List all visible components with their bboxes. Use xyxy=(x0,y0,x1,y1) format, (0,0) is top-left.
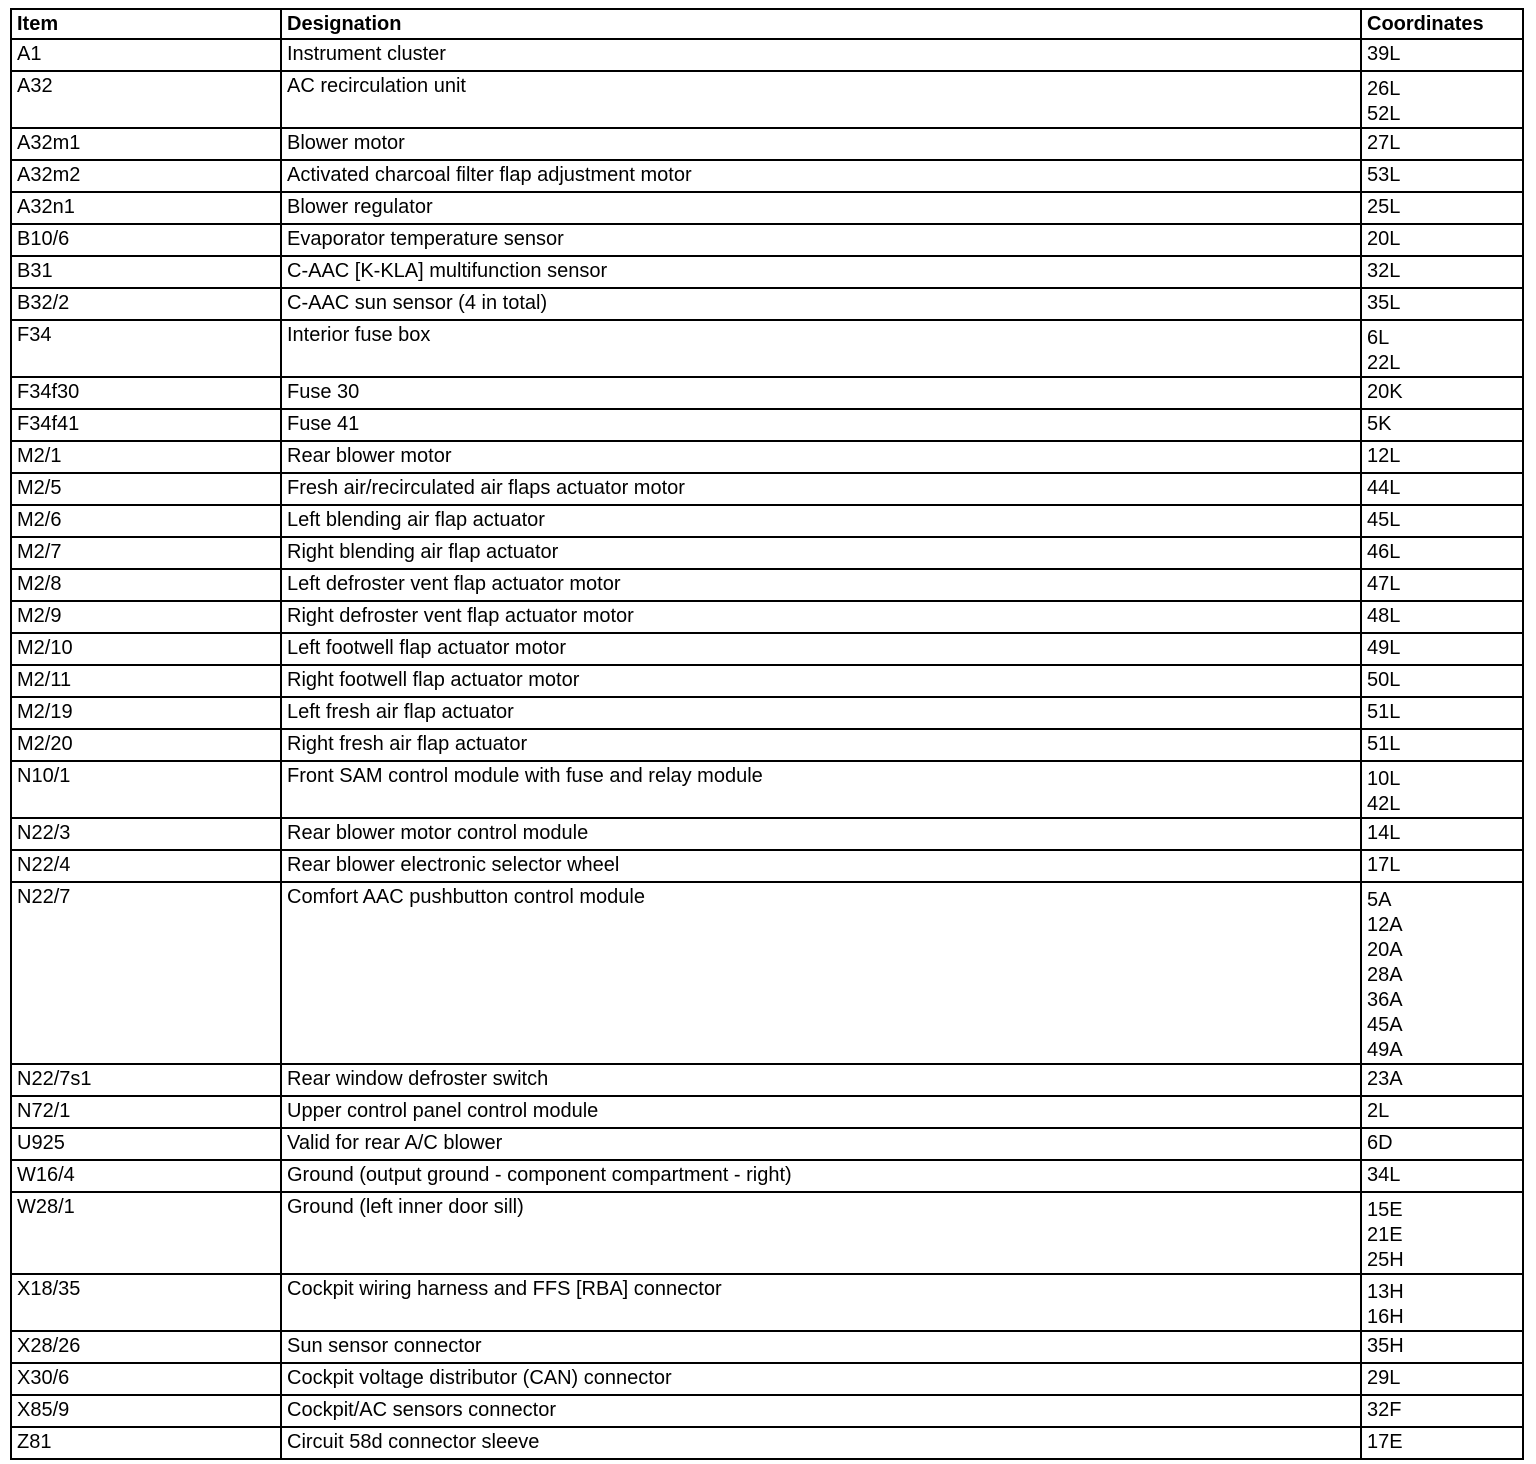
coordinates-cell xyxy=(1361,882,1523,1064)
coordinate-value: 47L xyxy=(1367,573,1401,595)
item-cell: X85/9 xyxy=(11,1395,281,1427)
item-cell: A32n1 xyxy=(11,192,281,224)
coordinates-cell xyxy=(1361,1395,1523,1427)
coordinates-cell xyxy=(1361,601,1523,633)
coordinates-cell xyxy=(1361,1331,1523,1363)
coordinates-cell xyxy=(1361,160,1523,192)
coordinates-cell xyxy=(1361,665,1523,697)
designation-cell: AC recirculation unit xyxy=(281,71,1361,128)
table-row xyxy=(11,320,1523,377)
coordinates-cell xyxy=(1361,1192,1523,1274)
designation-cell: Instrument cluster xyxy=(281,39,1361,71)
table-row xyxy=(11,633,1523,665)
item-cell: M2/6 xyxy=(11,505,281,537)
item-cell: B10/6 xyxy=(11,224,281,256)
coordinate-value: 48L xyxy=(1367,605,1401,627)
table-row xyxy=(11,697,1523,729)
item-cell: N22/4 xyxy=(11,850,281,882)
coordinates-cell xyxy=(1361,1363,1523,1395)
coordinates-cell xyxy=(1361,569,1523,601)
item-cell: M2/5 xyxy=(11,473,281,505)
coordinates-cell xyxy=(1361,729,1523,761)
designation-cell: Right defroster vent flap actuator motor xyxy=(281,601,1361,633)
coordinate-value: 23A xyxy=(1367,1068,1403,1090)
coordinate-value: 5A xyxy=(1367,889,1392,911)
table-row xyxy=(11,192,1523,224)
coordinate-value: 22L xyxy=(1367,352,1401,374)
coordinates-cell xyxy=(1361,697,1523,729)
designation-cell: Left defroster vent flap actuator motor xyxy=(281,569,1361,601)
coordinates-cell xyxy=(1361,1096,1523,1128)
coordinate-value: 17E xyxy=(1367,1431,1403,1453)
coordinate-value: 6D xyxy=(1367,1132,1393,1154)
coordinate-value: 5K xyxy=(1367,413,1392,435)
table-row xyxy=(11,409,1523,441)
item-cell: W16/4 xyxy=(11,1160,281,1192)
header-row xyxy=(11,9,1523,39)
designation-cell: Rear blower motor control module xyxy=(281,818,1361,850)
table-row xyxy=(11,1395,1523,1427)
coordinate-value: 16H xyxy=(1367,1306,1404,1328)
table-row xyxy=(11,601,1523,633)
coordinate-value: 39L xyxy=(1367,43,1401,65)
item-cell: A1 xyxy=(11,39,281,71)
item-cell: A32m2 xyxy=(11,160,281,192)
table-row xyxy=(11,473,1523,505)
column-header-item: Item xyxy=(11,9,281,39)
coordinate-value: 49L xyxy=(1367,637,1401,659)
coordinate-value: 35L xyxy=(1367,292,1401,314)
table-row xyxy=(11,569,1523,601)
coordinate-value: 52L xyxy=(1367,103,1401,125)
designation-cell: Rear window defroster switch xyxy=(281,1064,1361,1096)
designation-cell: Interior fuse box xyxy=(281,320,1361,377)
coordinate-value: 21E xyxy=(1367,1224,1403,1246)
table-row xyxy=(11,377,1523,409)
coordinate-value: 35H xyxy=(1367,1335,1404,1357)
table-row xyxy=(11,729,1523,761)
item-cell: N72/1 xyxy=(11,1096,281,1128)
table-row xyxy=(11,256,1523,288)
item-cell: M2/7 xyxy=(11,537,281,569)
table-row xyxy=(11,1274,1523,1331)
item-cell: M2/19 xyxy=(11,697,281,729)
coordinate-value: 45L xyxy=(1367,509,1401,531)
coordinate-value: 53L xyxy=(1367,164,1401,186)
coordinate-value: 10L xyxy=(1367,768,1401,790)
designation-cell: Left blending air flap actuator xyxy=(281,505,1361,537)
item-cell: U925 xyxy=(11,1128,281,1160)
item-cell: A32 xyxy=(11,71,281,128)
table-row xyxy=(11,1192,1523,1274)
coordinates-cell xyxy=(1361,288,1523,320)
coordinates-cell xyxy=(1361,441,1523,473)
item-cell: M2/10 xyxy=(11,633,281,665)
table-row xyxy=(11,537,1523,569)
table-row xyxy=(11,761,1523,818)
designation-cell: Circuit 58d connector sleeve xyxy=(281,1427,1361,1459)
item-cell: A32m1 xyxy=(11,128,281,160)
coordinate-value: 15E xyxy=(1367,1199,1403,1221)
item-cell: F34f30 xyxy=(11,377,281,409)
designation-cell: Front SAM control module with fuse and relay module xyxy=(281,761,1361,818)
designation-cell: Ground (left inner door sill) xyxy=(281,1192,1361,1274)
coordinate-value: 42L xyxy=(1367,793,1401,815)
table-row xyxy=(11,665,1523,697)
designation-cell: Valid for rear A/C blower xyxy=(281,1128,1361,1160)
coordinate-value: 14L xyxy=(1367,822,1401,844)
coordinate-value: 27L xyxy=(1367,132,1401,154)
designation-cell: Rear blower motor xyxy=(281,441,1361,473)
item-cell: F34 xyxy=(11,320,281,377)
coordinates-cell xyxy=(1361,1427,1523,1459)
coordinate-value: 13H xyxy=(1367,1281,1404,1303)
coordinate-value: 46L xyxy=(1367,541,1401,563)
table-row xyxy=(11,39,1523,71)
item-cell: M2/1 xyxy=(11,441,281,473)
item-cell: N22/7s1 xyxy=(11,1064,281,1096)
table-row xyxy=(11,288,1523,320)
coordinates-cell xyxy=(1361,409,1523,441)
coordinate-value: 20A xyxy=(1367,939,1403,961)
coordinate-value: 34L xyxy=(1367,1164,1401,1186)
item-cell: M2/11 xyxy=(11,665,281,697)
designation-cell: Comfort AAC pushbutton control module xyxy=(281,882,1361,1064)
coordinate-value: 6L xyxy=(1367,327,1390,349)
coordinate-value: 20L xyxy=(1367,228,1401,250)
table-row xyxy=(11,1096,1523,1128)
item-cell: N22/7 xyxy=(11,882,281,1064)
table-row xyxy=(11,1128,1523,1160)
item-cell: N10/1 xyxy=(11,761,281,818)
designation-cell: Ground (output ground - component compartment - right) xyxy=(281,1160,1361,1192)
coordinates-cell xyxy=(1361,192,1523,224)
designation-cell: Right footwell flap actuator motor xyxy=(281,665,1361,697)
coordinate-value: 2L xyxy=(1367,1100,1390,1122)
coordinate-value: 26L xyxy=(1367,78,1401,100)
coordinates-cell xyxy=(1361,128,1523,160)
designation-cell: Cockpit wiring harness and FFS [RBA] connector xyxy=(281,1274,1361,1331)
coordinate-value: 17L xyxy=(1367,854,1401,876)
item-cell: N22/3 xyxy=(11,818,281,850)
table-row xyxy=(11,818,1523,850)
designation-cell: Sun sensor connector xyxy=(281,1331,1361,1363)
coordinate-value: 12L xyxy=(1367,445,1401,467)
designation-cell: Upper control panel control module xyxy=(281,1096,1361,1128)
designation-cell: Rear blower electronic selector wheel xyxy=(281,850,1361,882)
designation-cell: Activated charcoal filter flap adjustment motor xyxy=(281,160,1361,192)
coordinate-value: 32F xyxy=(1367,1399,1402,1421)
table-body xyxy=(11,39,1523,1459)
item-cell: Z81 xyxy=(11,1427,281,1459)
coordinate-value: 29L xyxy=(1367,1367,1401,1389)
item-cell: W28/1 xyxy=(11,1192,281,1274)
designation-cell: Fuse 30 xyxy=(281,377,1361,409)
item-cell: X18/35 xyxy=(11,1274,281,1331)
coordinate-value: 20K xyxy=(1367,381,1403,403)
coordinates-cell xyxy=(1361,256,1523,288)
coordinate-value: 45A xyxy=(1367,1014,1403,1036)
table-row xyxy=(11,882,1523,1064)
coordinate-value: 50L xyxy=(1367,669,1401,691)
table-row xyxy=(11,1160,1523,1192)
item-cell: M2/20 xyxy=(11,729,281,761)
designation-cell: Fresh air/recirculated air flaps actuator motor xyxy=(281,473,1361,505)
coordinates-cell xyxy=(1361,473,1523,505)
coordinates-cell xyxy=(1361,633,1523,665)
table-row xyxy=(11,1064,1523,1096)
designation-cell: Right fresh air flap actuator xyxy=(281,729,1361,761)
coordinates-cell xyxy=(1361,39,1523,71)
designation-cell: Cockpit/AC sensors connector xyxy=(281,1395,1361,1427)
designation-cell: Blower motor xyxy=(281,128,1361,160)
table-row xyxy=(11,441,1523,473)
component-legend-table xyxy=(10,8,1524,1460)
item-cell: M2/9 xyxy=(11,601,281,633)
coordinates-cell xyxy=(1361,850,1523,882)
coordinates-cell xyxy=(1361,71,1523,128)
table-row xyxy=(11,160,1523,192)
coordinates-cell xyxy=(1361,761,1523,818)
coordinate-value: 25L xyxy=(1367,196,1401,218)
coordinates-cell xyxy=(1361,1274,1523,1331)
table-row xyxy=(11,505,1523,537)
designation-cell: Left fresh air flap actuator xyxy=(281,697,1361,729)
coordinates-cell xyxy=(1361,818,1523,850)
coordinate-value: 28A xyxy=(1367,964,1403,986)
table-row xyxy=(11,128,1523,160)
designation-cell: C-AAC [K-KLA] multifunction sensor xyxy=(281,256,1361,288)
designation-cell: Fuse 41 xyxy=(281,409,1361,441)
item-cell: X28/26 xyxy=(11,1331,281,1363)
coordinates-cell xyxy=(1361,377,1523,409)
coordinates-cell xyxy=(1361,1128,1523,1160)
coordinates-cell xyxy=(1361,505,1523,537)
coordinate-value: 36A xyxy=(1367,989,1403,1011)
coordinate-value: 51L xyxy=(1367,701,1401,723)
coordinates-cell xyxy=(1361,320,1523,377)
column-header-designation: Designation xyxy=(281,9,1361,39)
designation-cell: Cockpit voltage distributor (CAN) connector xyxy=(281,1363,1361,1395)
designation-cell: Blower regulator xyxy=(281,192,1361,224)
table-row xyxy=(11,850,1523,882)
column-header-coordinates: Coordinates xyxy=(1361,9,1523,39)
item-cell: F34f41 xyxy=(11,409,281,441)
coordinate-value: 32L xyxy=(1367,260,1401,282)
coordinate-value: 44L xyxy=(1367,477,1401,499)
item-cell: M2/8 xyxy=(11,569,281,601)
coordinates-cell xyxy=(1361,537,1523,569)
coordinate-value: 51L xyxy=(1367,733,1401,755)
coordinate-value: 25H xyxy=(1367,1249,1404,1271)
designation-cell: Evaporator temperature sensor xyxy=(281,224,1361,256)
designation-cell: C-AAC sun sensor (4 in total) xyxy=(281,288,1361,320)
item-cell: B31 xyxy=(11,256,281,288)
table-row xyxy=(11,71,1523,128)
coordinates-cell xyxy=(1361,1160,1523,1192)
table-row xyxy=(11,1331,1523,1363)
item-cell: X30/6 xyxy=(11,1363,281,1395)
designation-cell: Right blending air flap actuator xyxy=(281,537,1361,569)
table-row xyxy=(11,1427,1523,1459)
coordinates-cell xyxy=(1361,1064,1523,1096)
item-cell: B32/2 xyxy=(11,288,281,320)
designation-cell: Left footwell flap actuator motor xyxy=(281,633,1361,665)
coordinate-value: 12A xyxy=(1367,914,1403,936)
coordinate-value: 49A xyxy=(1367,1039,1403,1061)
table-row xyxy=(11,1363,1523,1395)
coordinates-cell xyxy=(1361,224,1523,256)
table-row xyxy=(11,224,1523,256)
